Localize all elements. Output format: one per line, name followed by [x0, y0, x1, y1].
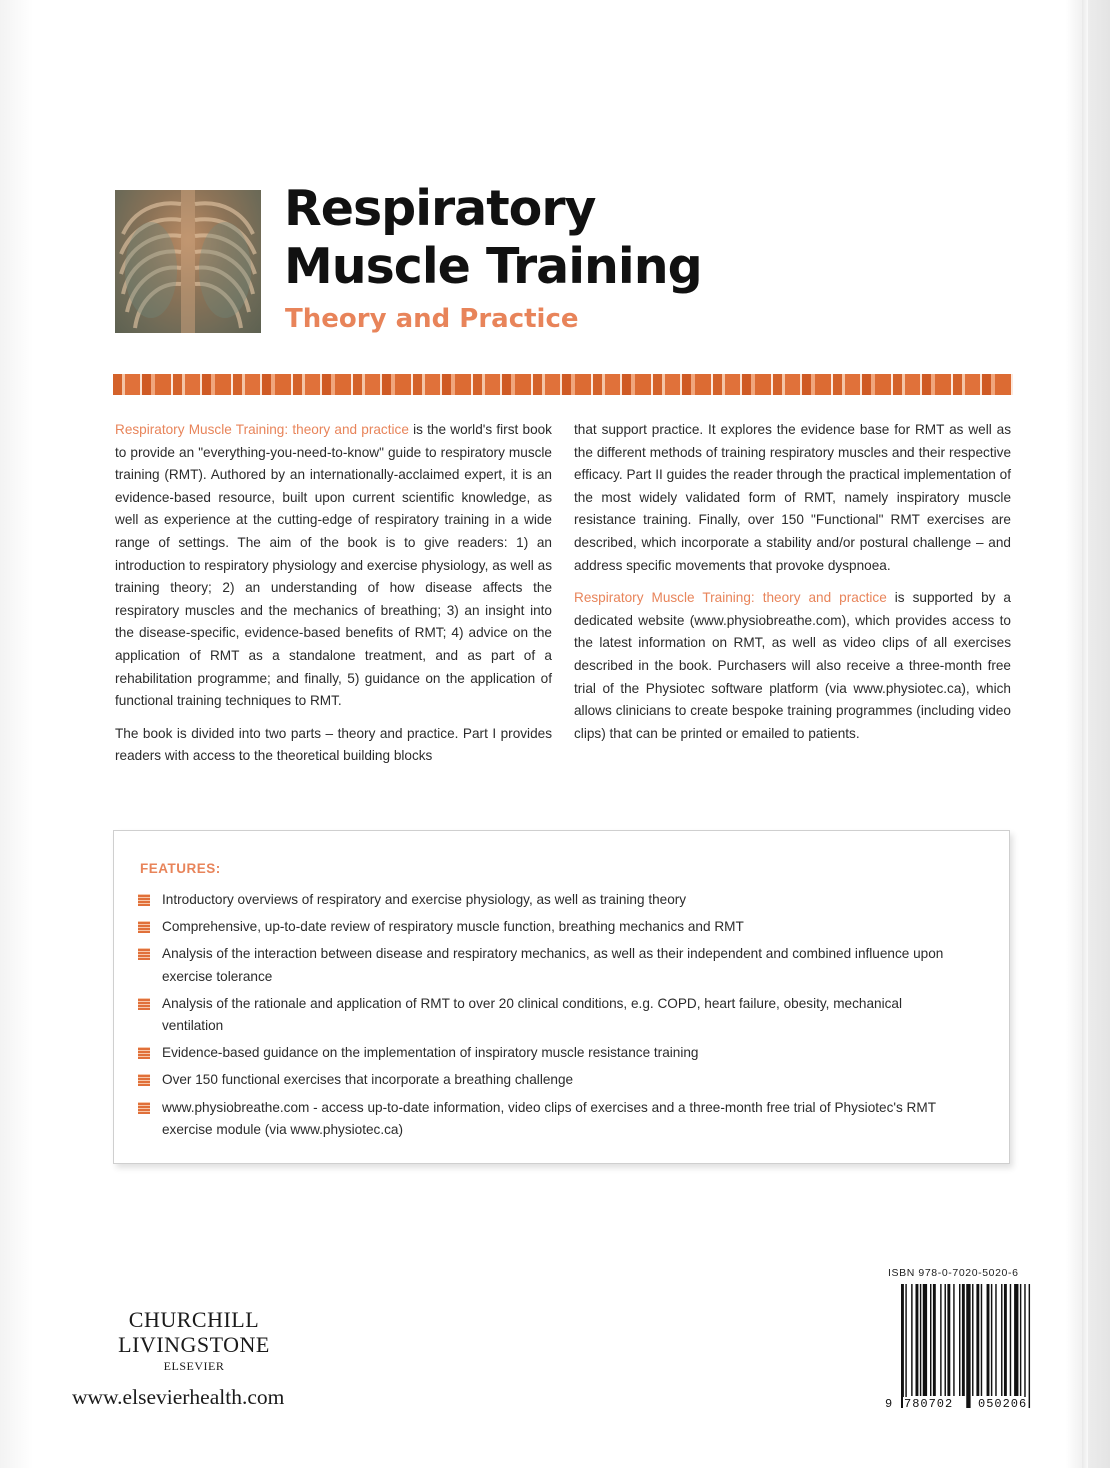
bullet-icon: [138, 1047, 150, 1059]
barcode-bar: [1014, 1284, 1018, 1396]
publisher-logo: [109, 1307, 279, 1374]
book-subtitle: Theory and Practice: [285, 304, 579, 334]
bullet-icon: [138, 998, 150, 1010]
barcode-bar: [933, 1284, 936, 1396]
barcode-bar: [1024, 1284, 1025, 1408]
feature-item: Comprehensive, up-to-date review of respiratory muscle function, breathing mechanics and RMT: [138, 916, 958, 938]
description-paragraph: [574, 587, 1011, 745]
barcode-bar: [995, 1284, 996, 1396]
description-left-column: [115, 419, 552, 778]
barcode-digits-right: 050206: [978, 1397, 1028, 1411]
barcode-bar: [962, 1284, 965, 1396]
barcode-bar: [1010, 1284, 1011, 1396]
feature-item: Introductory overviews of respiratory and exercise physiology, as well as training theory: [138, 889, 958, 911]
barcode-bar: [966, 1284, 970, 1408]
description-paragraph: that support practice. It explores the evidence base for RMT as well as the different methods of training respiratory muscles and their respective efficacy. Part II guides the reader through the practical implementation of the most widely validated form of RMT, namely inspiratory muscle resistance training. Finally, over 150 "Functional" RMT exercises are described, which incorporate a stability and/or postural challenge – and address specific movements that provoke dyspnoea.: [574, 422, 1011, 573]
decorative-stripe: [113, 374, 1013, 395]
features-heading: FEATURES:: [140, 861, 221, 876]
book-name-highlight: Respiratory Muscle Training: theory and practice: [574, 590, 887, 606]
barcode-bar: [981, 1284, 982, 1396]
barcode-bar: [991, 1284, 992, 1396]
feature-item: Over 150 functional exercises that incorporate a breathing challenge: [138, 1069, 958, 1091]
barcode-bar: [1001, 1284, 1002, 1396]
bullet-icon: [138, 1102, 150, 1114]
paragraph-text: is the world's first book to provide an "everything-you-need-to-know" guide to respiratory muscle training (RMT). Authored by an internationally-acclaimed expert, it is an evidence-based resource, built upon current scientific knowledge, as well as experience at the cutting-edge of respiratory training in a wide range of settings. The aim of the book is to give readers: 1) an introduction to respiratory physiology and exercise physiology, as well as training theory; 2) an understanding of how disease affects the respiratory muscles and the mechanics of breathing; 3) an insight into the disease-specific, evidence-based benefits of RMT; 4) advice on the application of RMT as a standalone treatment, and as part of a rehabilitation programme; and finally, 5) guidance on the application of functional training techniques to RMT.: [115, 422, 552, 709]
barcode-bar: [945, 1284, 946, 1396]
bullet-icon: [138, 894, 150, 906]
barcode-bar: [911, 1284, 912, 1396]
barcode-digit-first: 9: [885, 1397, 894, 1411]
ribcage-icon: [115, 190, 261, 333]
barcode-bar: [953, 1284, 954, 1396]
barcode-bar: [930, 1284, 931, 1396]
barcode-bar: [1020, 1284, 1021, 1396]
barcode-bar: [901, 1284, 904, 1408]
barcode-bar: [940, 1284, 941, 1396]
book-title: [284, 180, 702, 296]
features-box: [113, 830, 1010, 1164]
description-paragraph: The book is divided into two parts – theory and practice. Part I provides readers with access to the theoretical building blocks: [115, 725, 552, 764]
barcode-bar: [920, 1284, 921, 1396]
barcode-digits-left: 780702: [904, 1397, 954, 1411]
barcode-bar: [972, 1284, 973, 1396]
publisher-line-1: CHURCHILL: [128, 1307, 260, 1332]
publisher-imprint: ELSEVIER: [163, 1359, 225, 1373]
paragraph-text: is supported by a dedicated website (www.physiobreathe.com), which provides access to the latest information on RMT, as well as video clips of all exercises described in the book. Purchasers will also receive a three-month free trial of the Physiotec software platform (via www.physiotec.ca), which allows clinicians to create bespoke training programmes (including video clips) that can be printed or emailed to patients.: [574, 590, 1011, 741]
description-right-column: [574, 419, 1011, 755]
publisher-line-2: LIVINGSTONE: [118, 1332, 270, 1357]
barcode-bar: [1004, 1284, 1007, 1396]
barcode-bar: [987, 1284, 990, 1396]
barcode-bar: [959, 1284, 960, 1396]
publisher-url: www.elsevierhealth.com: [72, 1385, 285, 1409]
bullet-icon: [138, 921, 150, 933]
barcode-bar: [976, 1284, 979, 1396]
barcode-bar: [905, 1284, 906, 1408]
feature-item: Evidence-based guidance on the implementation of inspiratory muscle resistance training: [138, 1042, 958, 1064]
barcode: [885, 1284, 1055, 1414]
feature-item: Analysis of the rationale and application of RMT to over 20 clinical conditions, e.g. COPD, heart failure, obesity, mechanical ventilation: [138, 993, 958, 1037]
chest-xray-image: [115, 190, 261, 333]
barcode-bar: [916, 1284, 919, 1396]
bullet-icon: [138, 948, 150, 960]
isbn-label: ISBN 978-0-7020-5020-6: [888, 1267, 1019, 1279]
features-list: [138, 889, 958, 1146]
barcode-bar: [947, 1284, 950, 1396]
book-name-highlight: Respiratory Muscle Training: theory and practice: [115, 422, 409, 437]
title-line-1: Respiratory: [284, 180, 596, 237]
title-line-2: Muscle Training: [284, 238, 702, 295]
barcode-bar: [1029, 1284, 1030, 1408]
feature-item: Analysis of the interaction between disease and respiratory mechanics, as well as their independent and combined influence upon exercise tolerance: [138, 943, 958, 987]
bullet-icon: [138, 1074, 150, 1086]
description-paragraph: [115, 419, 552, 713]
barcode-bar: [923, 1284, 927, 1396]
feature-item: www.physiobreathe.com - access up-to-date information, video clips of exercises and a three-month free trial of Physiotec's RMT exercise module (via www.physiotec.ca): [138, 1097, 958, 1141]
